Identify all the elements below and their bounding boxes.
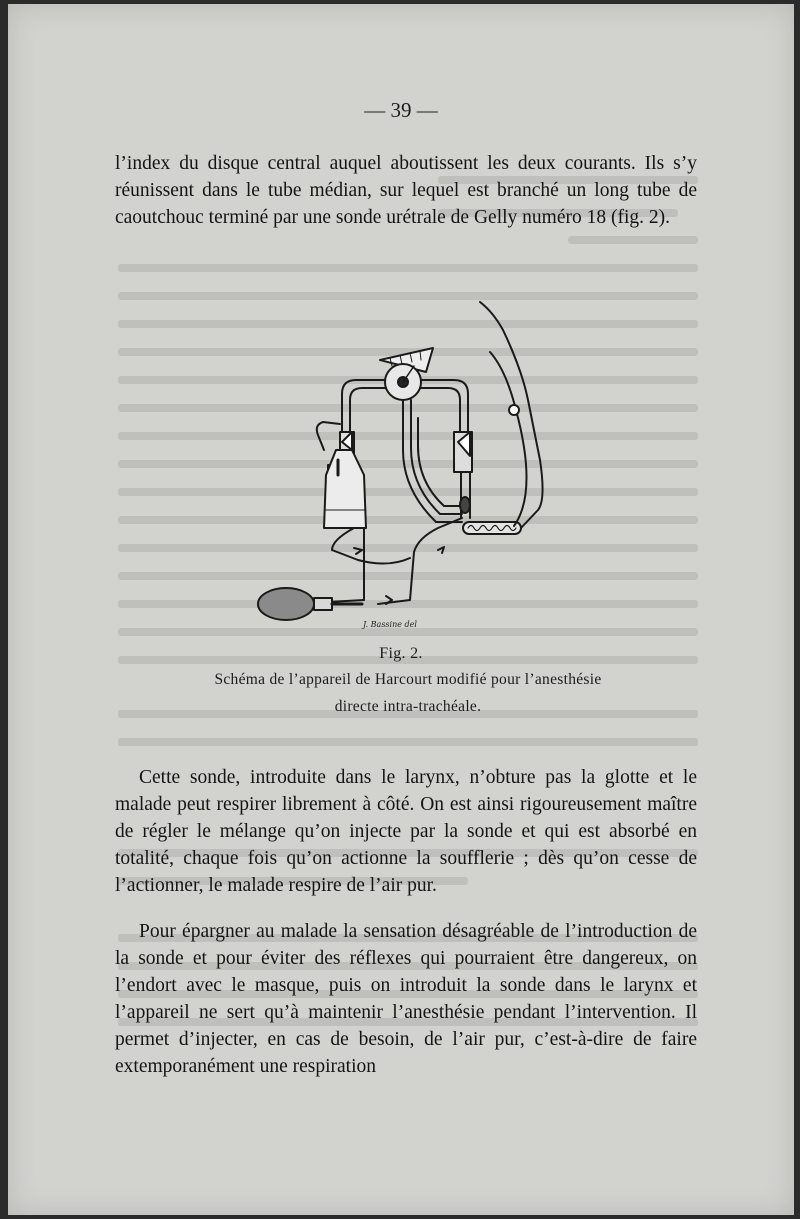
left-vaporizer bbox=[317, 422, 366, 600]
bellows-bulb bbox=[258, 588, 362, 620]
probe-coil bbox=[463, 302, 543, 534]
figure-caption-line-2: directe intra-trachéale. bbox=[334, 698, 482, 715]
figure-caption-line-1: Schéma de l’appareil de Harcourt modifié pour l’anesthésie bbox=[214, 671, 602, 688]
right-vaporizer bbox=[454, 432, 472, 472]
paragraph-1-text: l’index du disque central auquel aboutissent les deux courants. Ils s’y réunissent dans le tube médian, sur lequel est branché un long tube de caoutchouc terminé par une sonde urétrale de Gelly numéro 18 (fig. 2). bbox=[115, 153, 697, 228]
figure-label: Fig. 2. bbox=[379, 645, 423, 662]
engraver-signature: J. Bassine del bbox=[363, 620, 417, 629]
document-page bbox=[8, 4, 794, 1215]
harcourt-apparatus-figure bbox=[118, 300, 578, 640]
paragraph-3 bbox=[115, 918, 697, 1080]
paragraph-3-text: Pour épargner au malade la sensation désagréable de l’introduction de la sonde et pour éviter des réflexes qui pourraient être dangereux, on l’endort avec le masque, puis on introduit la sonde dans le larynx et l’appareil ne sert qu’à maintenir l’anesthésie pendant l’intervention. Il permet d’injecter, en cas de besoin, de l’air pur, c’est-à-dire de faire extemporanément une respiration bbox=[115, 921, 697, 1077]
page-number: — 39 — bbox=[364, 98, 438, 122]
paragraph-2 bbox=[115, 764, 697, 899]
lower-hose bbox=[328, 518, 462, 604]
paragraph-1 bbox=[115, 150, 697, 231]
paragraph-2-text: Cette sonde, introduite dans le larynx, n’obture pas la glotte et le malade peut respirer librement à côté. On est ainsi rigoureusement maître de régler le mélange qu’on injecte par la sonde et qui est absorbé en totalité, chaque fois qu’on actionne la soufflerie ; dès qu’on cesse de l’actionner, le malade respire de l’air pur. bbox=[115, 767, 697, 896]
central-dial bbox=[380, 348, 433, 400]
